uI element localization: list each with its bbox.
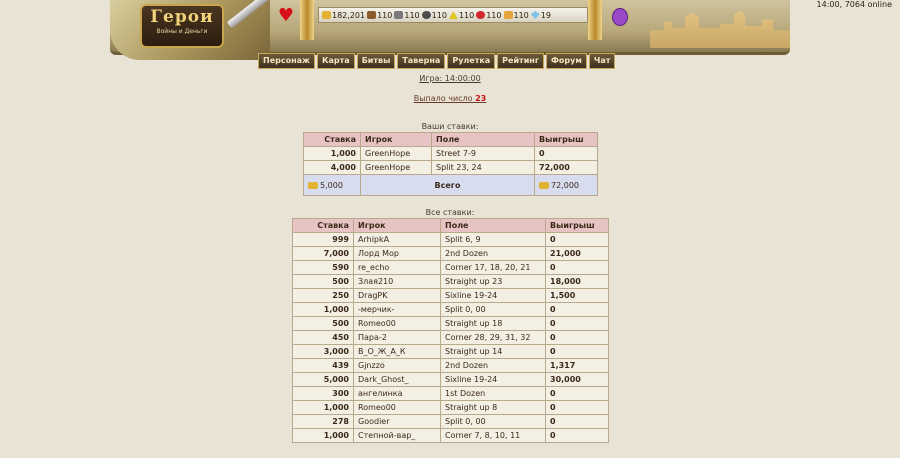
resource-ore — [394, 11, 419, 20]
field-cell: Straight up 18 — [441, 317, 546, 331]
col-bet: Ставка — [293, 219, 354, 233]
bet-cell: 500 — [293, 317, 354, 331]
player-cell[interactable]: Romeo00 — [354, 317, 441, 331]
resource-value: 110 — [431, 10, 447, 20]
resource-value: 110 — [404, 10, 420, 20]
table-header-row — [293, 219, 609, 233]
header — [0, 0, 900, 70]
table-header-row — [304, 133, 598, 147]
player-cell[interactable]: ангелинка — [354, 387, 441, 401]
table-row — [293, 401, 609, 415]
field-cell: 2nd Dozen — [441, 247, 546, 261]
table-row — [293, 303, 609, 317]
bet-cell: 3,000 — [293, 345, 354, 359]
table-row — [293, 331, 609, 345]
flask-icon[interactable] — [612, 8, 628, 26]
table-row — [293, 415, 609, 429]
table-row — [293, 275, 609, 289]
field-cell: Straight up 14 — [441, 345, 546, 359]
wood-icon — [367, 11, 376, 19]
bet-cell: 1,000 — [293, 303, 354, 317]
win-cell: 0 — [546, 303, 609, 317]
gold-icon — [308, 182, 318, 189]
resource-gold — [322, 11, 365, 20]
win-cell: 0 — [546, 429, 609, 443]
win-cell: 0 — [535, 147, 598, 161]
col-bet: Ставка — [304, 133, 361, 147]
gold-icon — [539, 182, 549, 189]
total-label: Всего — [361, 175, 535, 196]
bet-cell: 278 — [293, 415, 354, 429]
field-cell: Corner 17, 18, 20, 21 — [441, 261, 546, 275]
resource-value: 110 — [377, 10, 393, 20]
player-cell[interactable]: В_О_Ж_А_К — [354, 345, 441, 359]
logo[interactable] — [140, 4, 224, 48]
resource-bar — [318, 7, 588, 23]
resource-diamond — [531, 11, 551, 20]
win-cell: 0 — [546, 415, 609, 429]
nav-forum[interactable]: Форум — [546, 53, 587, 69]
resource-value: 182,201 — [332, 10, 366, 20]
bet-cell: 500 — [293, 275, 354, 289]
resource-wood — [367, 11, 392, 20]
field-cell: Corner 7, 8, 10, 11 — [441, 429, 546, 443]
mercury-icon — [422, 11, 431, 19]
drawn-label: Выпало число — [413, 94, 473, 103]
total-bet-cell — [304, 175, 361, 196]
table-row — [293, 373, 609, 387]
player-cell[interactable]: Лорд Мор — [354, 247, 441, 261]
logo-title: Герои — [150, 7, 214, 27]
player-cell[interactable]: Степной-вар_ — [354, 429, 441, 443]
win-cell: 0 — [546, 233, 609, 247]
drawn-number: 23 — [475, 94, 487, 103]
game-title-link[interactable]: Игра: 14:00:00 — [419, 74, 481, 83]
field-cell: Sixline 19-24 — [441, 373, 546, 387]
nav-chat[interactable]: Чат — [589, 53, 616, 69]
table-row — [293, 317, 609, 331]
heart-icon[interactable]: ♥ — [277, 5, 295, 26]
col-player: Игрок — [361, 133, 432, 147]
field-cell: Street 7-9 — [432, 147, 535, 161]
resource-value: 110 — [458, 10, 475, 20]
win-cell: 72,000 — [535, 161, 598, 175]
win-cell: 0 — [546, 261, 609, 275]
player-cell[interactable]: GreenHope — [361, 147, 432, 161]
field-cell: Split 0, 00 — [441, 415, 546, 429]
col-field: Поле — [432, 133, 535, 147]
resource-value: 110 — [513, 10, 529, 20]
table-row — [293, 429, 609, 443]
table-row — [293, 387, 609, 401]
win-cell: 0 — [546, 331, 609, 345]
drawn-number-line — [0, 94, 900, 103]
table-row — [293, 247, 609, 261]
win-cell: 30,000 — [546, 373, 609, 387]
nav-character[interactable]: Персонаж — [258, 53, 315, 69]
field-cell: 2nd Dozen — [441, 359, 546, 373]
col-win: Выигрыш — [546, 219, 609, 233]
bet-cell: 5,000 — [293, 373, 354, 387]
player-cell[interactable]: Пара-2 — [354, 331, 441, 345]
total-win: 72,000 — [551, 180, 579, 190]
bet-cell: 590 — [293, 261, 354, 275]
win-cell: 21,000 — [546, 247, 609, 261]
win-cell: 0 — [546, 401, 609, 415]
player-cell[interactable]: DragPK — [354, 289, 441, 303]
table-row — [304, 147, 598, 161]
col-win: Выигрыш — [535, 133, 598, 147]
col-field: Поле — [441, 219, 546, 233]
col-player: Игрок — [354, 219, 441, 233]
win-cell: 0 — [546, 317, 609, 331]
player-cell[interactable]: -мерчик- — [354, 303, 441, 317]
nav-rating[interactable]: Рейтинг — [497, 53, 544, 69]
gold-icon — [322, 11, 331, 19]
main-nav — [258, 53, 615, 69]
gems-icon — [504, 11, 513, 19]
ore-icon — [394, 11, 403, 19]
nav-battles[interactable]: Битвы — [357, 53, 396, 69]
bet-cell: 1,000 — [304, 147, 361, 161]
field-cell: Sixline 19-24 — [441, 289, 546, 303]
sulfur-icon — [449, 11, 458, 19]
your-bets-table — [303, 132, 598, 196]
bet-cell: 300 — [293, 387, 354, 401]
bet-cell: 1,000 — [293, 401, 354, 415]
all-bets-body — [293, 233, 609, 443]
win-cell: 1,500 — [546, 289, 609, 303]
table-row — [304, 161, 598, 175]
crystal-icon — [476, 11, 485, 19]
resource-value: 110 — [486, 10, 502, 20]
total-bet: 5,000 — [320, 180, 343, 190]
pillar-right — [588, 0, 602, 40]
pillar-left — [300, 0, 314, 40]
nav-roulette[interactable]: Рулетка — [447, 53, 495, 69]
bet-cell: 439 — [293, 359, 354, 373]
player-cell[interactable]: Goodier — [354, 415, 441, 429]
resource-value: 19 — [540, 10, 551, 20]
nav-map[interactable]: Карта — [317, 53, 355, 69]
field-cell: Split 0, 00 — [441, 303, 546, 317]
diamond-icon — [531, 11, 540, 19]
bet-cell: 999 — [293, 233, 354, 247]
win-cell: 0 — [546, 345, 609, 359]
total-row — [304, 175, 598, 196]
field-cell: Corner 28, 29, 31, 32 — [441, 331, 546, 345]
bet-cell: 450 — [293, 331, 354, 345]
clock-online: 14:00, 7064 online — [816, 0, 892, 9]
resource-crystal — [476, 11, 501, 20]
nav-tavern[interactable]: Таверна — [397, 53, 445, 69]
all-bets-table — [292, 218, 609, 443]
logo-subtitle: Войны и Деньги — [156, 28, 208, 35]
field-cell: Split 23, 24 — [432, 161, 535, 175]
resource-gems — [504, 11, 529, 20]
total-win-cell — [535, 175, 598, 196]
table-row — [293, 261, 609, 275]
player-cell[interactable]: Dark_Ghost_ — [354, 373, 441, 387]
win-cell: 1,317 — [546, 359, 609, 373]
resource-mercury — [422, 11, 447, 20]
bet-cell: 7,000 — [293, 247, 354, 261]
field-cell: 1st Dozen — [441, 387, 546, 401]
player-cell[interactable]: Gjnzzo — [354, 359, 441, 373]
table-row — [293, 289, 609, 303]
table-row — [293, 233, 609, 247]
field-cell: Split 6, 9 — [441, 233, 546, 247]
all-bets-caption: Все ставки: — [425, 208, 475, 217]
win-cell: 0 — [546, 387, 609, 401]
table-row — [293, 359, 609, 373]
bet-cell: 1,000 — [293, 429, 354, 443]
player-cell[interactable]: Злая210 — [354, 275, 441, 289]
win-cell: 18,000 — [546, 275, 609, 289]
resource-sulfur — [449, 11, 474, 20]
bet-cell: 4,000 — [304, 161, 361, 175]
table-row — [293, 345, 609, 359]
your-bets-caption: Ваши ставки: — [421, 122, 479, 131]
field-cell: Straight up 23 — [441, 275, 546, 289]
player-cell[interactable]: GreenHope — [361, 161, 432, 175]
player-cell[interactable]: re_echo — [354, 261, 441, 275]
player-cell[interactable]: ArhipkA — [354, 233, 441, 247]
field-cell: Straight up 8 — [441, 401, 546, 415]
player-cell[interactable]: Romeo00 — [354, 401, 441, 415]
bet-cell: 250 — [293, 289, 354, 303]
